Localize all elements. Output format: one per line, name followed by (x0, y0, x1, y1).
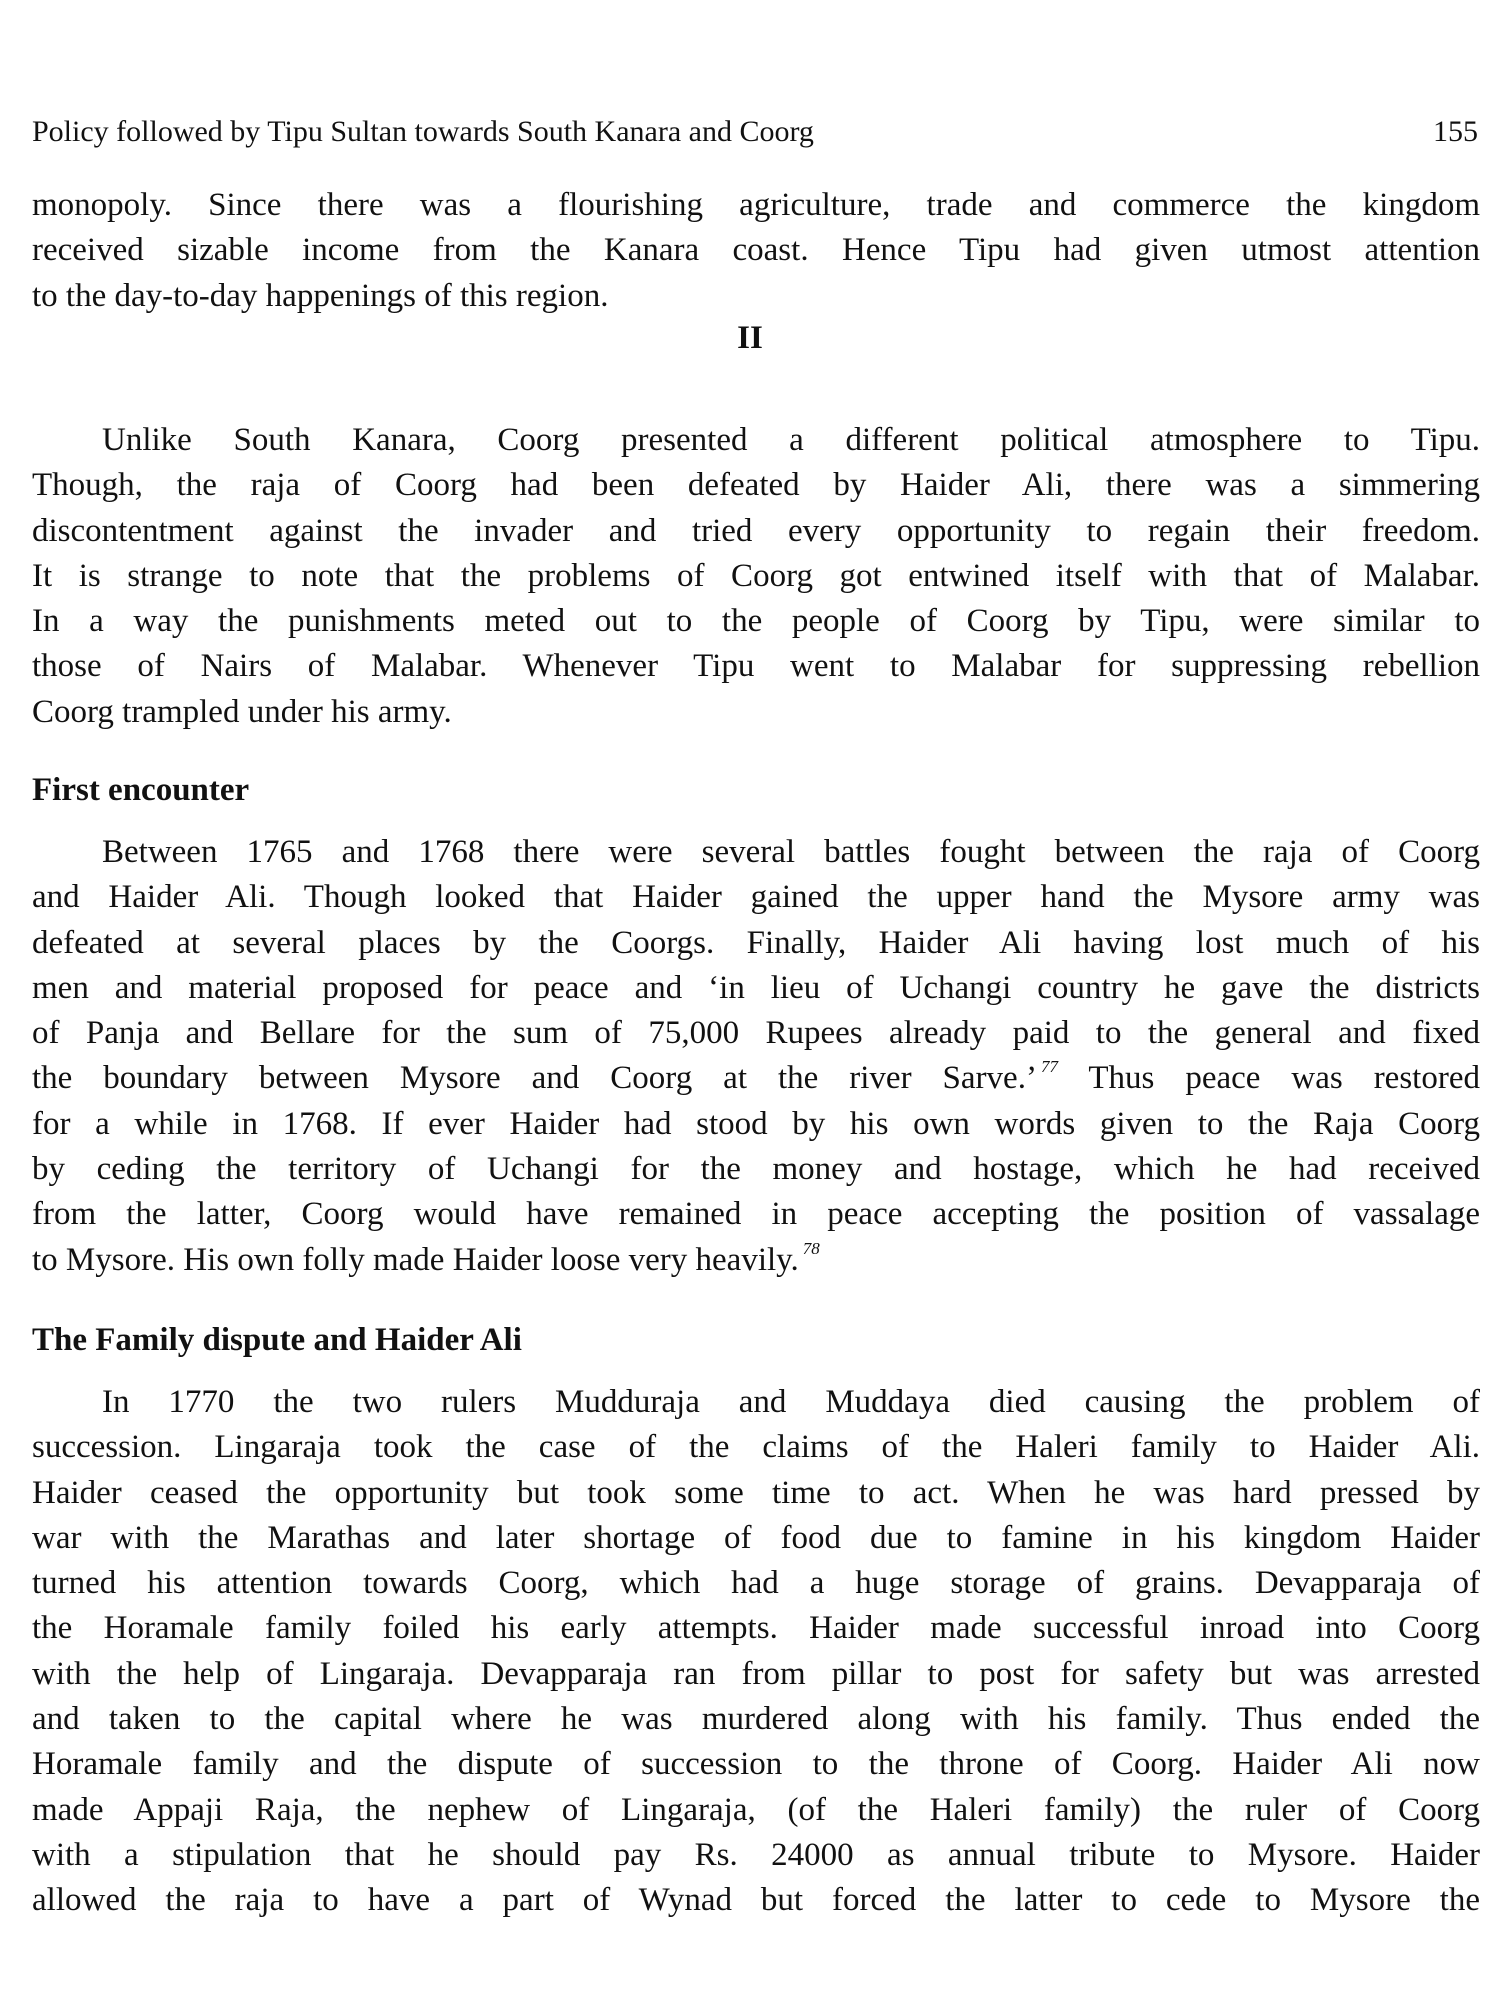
text-line: to the day-to-day happenings of this region. (32, 277, 609, 314)
text-line: In 1770 the two rulers Mudduraja and Muddaya died causing the problem of (102, 1384, 1480, 1420)
paragraph-2 (32, 418, 1480, 735)
text-line: Coorg trampled under his army. (32, 693, 452, 730)
paragraph-3 (32, 830, 1480, 1283)
text-line: the Horamale family foiled his early attempts. Haider made successful inroad into Coorg (32, 1610, 1480, 1647)
text-line (32, 1056, 1480, 1101)
text-line: for a while in 1768. If ever Haider had stood by his own words given to the Raja Coorg (32, 1105, 1480, 1142)
text-segment: to Mysore. His own folly made Haider loose very heavily. (32, 1241, 799, 1278)
footnote-ref-77: 77 (1040, 1057, 1058, 1077)
text-line: allowed the raja to have a part of Wynad but forced the latter to cede to Mysore the (32, 1882, 1480, 1919)
text-line: from the latter, Coorg would have remained in peace accepting the position of vassalage (32, 1196, 1480, 1233)
paragraph-4 (32, 1380, 1480, 1924)
text-line: and taken to the capital where he was murdered along with his family. Thus ended the (32, 1701, 1480, 1738)
text-line: Between 1765 and 1768 there were several battles fought between the raja of Coorg (102, 834, 1480, 870)
text-line: defeated at several places by the Coorgs. Finally, Haider Ali having lost much of his (32, 924, 1480, 961)
section-numeral: II (737, 320, 763, 356)
text-line: and Haider Ali. Though looked that Haider gained the upper hand the Mysore army was (32, 879, 1480, 916)
text-line: It is strange to note that the problems of Coorg got entwined itself with that of Malabar. (32, 557, 1480, 594)
text-line: by ceding the territory of Uchangi for the money and hostage, which he had received (32, 1151, 1480, 1188)
text-line (32, 1238, 1480, 1283)
text-line: with a stipulation that he should pay Rs. 24000 as annual tribute to Mysore. Haider (32, 1836, 1480, 1873)
running-header (32, 115, 1478, 149)
text-line: war with the Marathas and later shortage of food due to famine in his kingdom Haider (32, 1519, 1480, 1556)
text-line: turned his attention towards Coorg, which had a huge storage of grains. Devapparaja of (32, 1565, 1480, 1602)
section-heading-family-dispute: The Family dispute and Haider Ali (32, 1322, 522, 1358)
text-line: Haider ceased the opportunity but took some time to act. When he was hard pressed by (32, 1474, 1480, 1511)
running-title: Policy followed by Tipu Sultan towards South Kanara and Coorg (32, 115, 814, 148)
text-line: received sizable income from the Kanara coast. Hence Tipu had given utmost attention (32, 232, 1480, 269)
text-line: with the help of Lingaraja. Devapparaja ran from pillar to post for safety but was arrested (32, 1655, 1480, 1692)
text-line: Unlike South Kanara, Coorg presented a different political atmosphere to Tipu. (102, 422, 1480, 458)
text-line: those of Nairs of Malabar. Whenever Tipu went to Malabar for suppressing rebellion (32, 648, 1480, 685)
text-line: Horamale family and the dispute of succession to the throne of Coorg. Haider Ali now (32, 1746, 1480, 1783)
text-line: monopoly. Since there was a flourishing agriculture, trade and commerce the kingdom (32, 187, 1480, 223)
text-line: men and material proposed for peace and ‘in lieu of Uchangi country he gave the districts (32, 969, 1480, 1006)
text-line: succession. Lingaraja took the case of the claims of the Haleri family to Haider Ali. (32, 1429, 1480, 1466)
paragraph-1 (32, 183, 1480, 319)
section-heading-first-encounter: First encounter (32, 772, 250, 808)
footnote-ref-78: 78 (802, 1238, 820, 1258)
text-line: of Panja and Bellare for the sum of 75,000 Rupees already paid to the general and fixed (32, 1015, 1480, 1052)
text-line: made Appaji Raja, the nephew of Lingaraja, (of the Haleri family) the ruler of Coorg (32, 1791, 1480, 1828)
text-line: In a way the punishments meted out to the people of Coorg by Tipu, were similar to (32, 603, 1480, 640)
text-segment: the boundary between Mysore and Coorg at the river Sarve.’ (32, 1060, 1037, 1097)
page-number: 155 (1433, 115, 1478, 148)
text-line: Though, the raja of Coorg had been defeated by Haider Ali, there was a simmering (32, 467, 1480, 504)
text-segment: Thus peace was restored (1088, 1060, 1480, 1097)
text-line: discontentment against the invader and tried every opportunity to regain their freedom. (32, 512, 1480, 549)
